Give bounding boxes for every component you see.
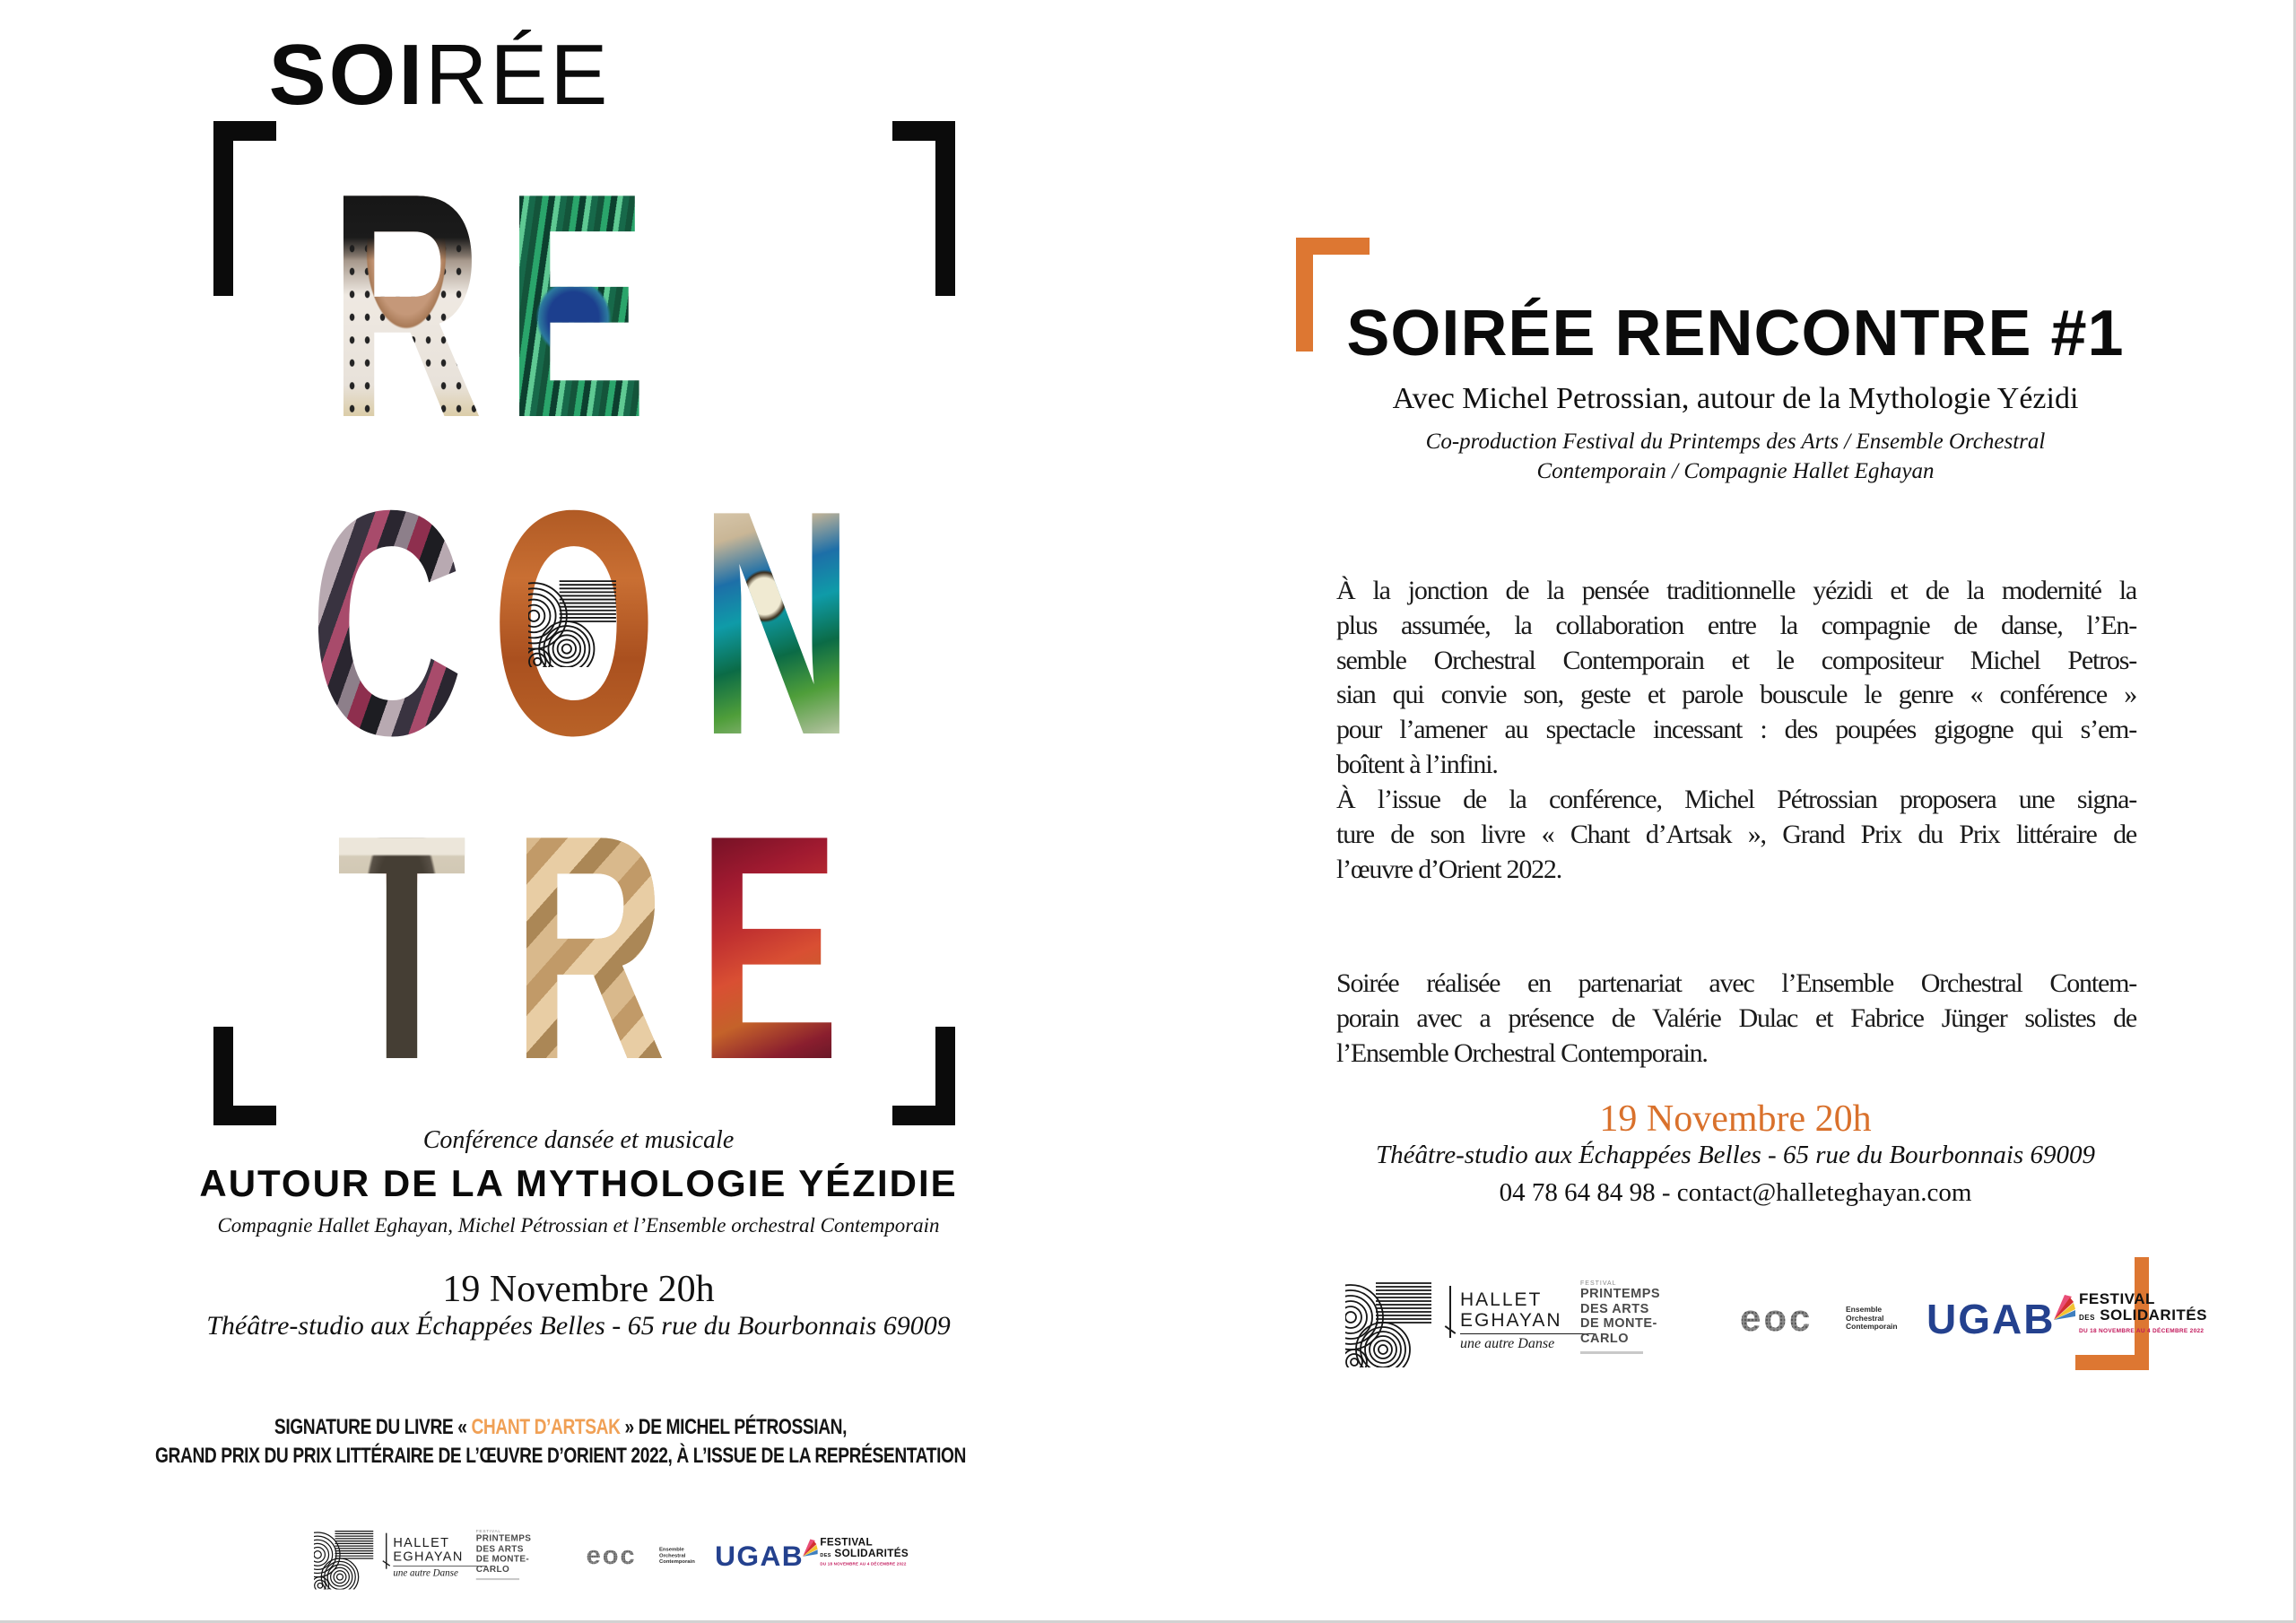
signature-book-title: CHANT D’ARTSAK <box>471 1415 621 1439</box>
letter-glyph: R <box>512 770 666 1127</box>
printemps-des-arts-logo <box>1580 1280 1715 1354</box>
hallet-logo-rule <box>393 1566 486 1567</box>
body-paragraph-3 <box>1336 967 2136 1071</box>
text-line: PRINTEMPS <box>475 1533 532 1544</box>
poster-credits: Compagnie Hallet Eghayan, Michel Pétrossian et l’Ensemble orchestral Contemporain <box>217 1214 940 1237</box>
letter-glyph: O <box>491 446 657 803</box>
text-line: DES ARTS <box>475 1543 524 1554</box>
text-line: Contemporain / Compagnie Hallet Eghayan <box>1536 459 1935 483</box>
text-line: ture de son livre « Chant d’Artsak », Grand Prix du Prix littéraire de <box>1336 819 2136 849</box>
hallet-logo-subtitle: une autre Danse <box>1460 1336 1555 1351</box>
text-line: l’œuvre d’Orient 2022. <box>1336 854 1562 884</box>
text-line: Soirée réalisée en partenariat avec l’Ensemble Orchestral Contem- <box>1336 968 2136 998</box>
festival-logo-line1: FESTIVAL <box>2079 1290 2155 1307</box>
printemps-logo-festival: FESTIVAL <box>475 1529 501 1534</box>
photo-letter-N2 <box>696 446 857 803</box>
hallet-arcs-logo-icon <box>1345 1278 1435 1367</box>
festival-logo-line2: SOLIDARITÉS <box>2100 1306 2207 1324</box>
contact-line: 04 78 64 84 98 - contact@halleteghayan.com <box>1499 1178 1972 1207</box>
festival-logo-des: DES <box>2079 1314 2095 1322</box>
letter-glyph: R <box>329 128 483 485</box>
body-paragraph-1 <box>1336 574 2136 783</box>
poster-date: 19 Novembre 20h <box>442 1269 715 1310</box>
festival-solidarites-icon <box>2052 1293 2077 1324</box>
photo-letter-R1 <box>325 128 488 485</box>
photo-letter-R2 <box>512 770 666 1127</box>
hallet-logo-line1: HALLET <box>1460 1289 1543 1310</box>
festival-solidarites-logo <box>2079 1291 2231 1334</box>
festival-logo-dates: DU 18 NOVEMBRE AU 4 DÉCEMBRE 2022 <box>2079 1328 2205 1334</box>
event-venue: Théâtre-studio aux Échappées Belles - 65 rue du Bourbonnais 69009 <box>1376 1141 2095 1169</box>
printemps-logo-smalltext-bar <box>1580 1351 1643 1354</box>
text-line: pour l’amener au spectacle incessant : des poupées gigogne qui s’em- <box>1336 715 2136 745</box>
ugab-logo: UGAB <box>1926 1296 2056 1342</box>
hallet-logo-line1: HALLET <box>393 1535 450 1550</box>
partner-logos-row-left <box>314 1524 909 1605</box>
text-line: plus assumée, la collaboration entre la compagnie de danse, l’En- <box>1336 610 2136 640</box>
festival-solidarites-icon <box>802 1538 819 1558</box>
eoc-logo-word: eoc <box>586 1540 637 1570</box>
poster-mythologie-title: AUTOUR DE LA MYTHOLOGIE YÉZIDIE <box>199 1162 958 1204</box>
photo-letter-N1 <box>673 128 836 485</box>
letter-glyph: E <box>697 770 840 1127</box>
festival-logo-line1: FESTIVAL <box>820 1536 874 1549</box>
crop-mark-bottom-left-icon <box>213 1027 276 1125</box>
signature-pre: SIGNATURE DU LIVRE « <box>274 1415 472 1439</box>
text-line: Contemporain <box>1846 1322 1898 1331</box>
festival-solidarites-logo <box>820 1537 925 1567</box>
photo-letter-C <box>307 446 466 803</box>
soiree-bold-part: SOI <box>268 27 425 123</box>
photo-letter-E2 <box>692 770 845 1127</box>
poster-soiree-title <box>161 27 718 123</box>
hallet-eghayan-logo <box>1460 1289 1595 1352</box>
hallet-logo-rule <box>1460 1333 1595 1334</box>
letter-glyph: N <box>700 446 854 803</box>
page-subtitle: Avec Michel Petrossian, autour de la Mythologie Yézidi <box>1392 382 2079 415</box>
letter-glyph: T <box>336 770 467 1127</box>
printemps-logo-festival: FESTIVAL <box>1580 1280 1617 1287</box>
festival-logo-des: DES <box>820 1552 831 1558</box>
hallet-eghayan-logo <box>393 1535 486 1578</box>
coproduction-credit <box>1300 427 2170 486</box>
hallet-arcs-logo-icon <box>314 1527 376 1589</box>
ugab-logo: UGAB <box>715 1540 804 1573</box>
hallet-logo-subtitle: une autre Danse <box>393 1567 458 1579</box>
text-line: CARLO <box>475 1564 510 1575</box>
text-line: boîtent à l’infini. <box>1336 749 1498 779</box>
signature-post: » DE MICHEL PÉTROSSIAN, <box>620 1415 848 1439</box>
eoc-logo <box>1740 1297 1813 1340</box>
event-date: 19 Novembre 20h <box>1599 1098 1872 1140</box>
printemps-des-arts-logo <box>476 1530 570 1581</box>
eoc-logo-subtext <box>1846 1306 1898 1332</box>
text-line: l’Ensemble Orchestral Contemporain. <box>1336 1037 1708 1068</box>
poster-tagline: Conférence dansée et musicale <box>422 1126 735 1154</box>
eoc-logo <box>587 1541 637 1570</box>
text-line: À l’issue de la conférence, Michel Pétrossian proposera une signa- <box>1336 785 2136 814</box>
soiree-light-part: RÉE <box>424 27 611 123</box>
eoc-logo-subtext <box>659 1547 695 1565</box>
text-line: À la jonction de la pensée traditionnelle yézidi et de la modernité la <box>1336 576 2136 605</box>
crop-mark-bottom-right-icon <box>892 1027 955 1125</box>
printemps-logo-lines <box>476 1533 570 1575</box>
hallet-arcs-logo-icon <box>528 576 620 667</box>
text-line: porain avec a présence de Valérie Dulac et Fabrice Jünger solistes de <box>1336 1002 2136 1033</box>
photo-letter-T <box>317 770 486 1127</box>
text-line: sian qui convie son, geste et parole bouscule le genre « conférence » <box>1336 680 2136 710</box>
printemps-logo-lines <box>1580 1287 1715 1346</box>
text-line: Ensemble <box>1846 1305 1883 1314</box>
hallet-logo-line2: EGHAYAN <box>1460 1310 1562 1331</box>
text-line: Orchestral <box>1846 1313 1884 1323</box>
crop-mark-top-left-icon <box>213 121 276 296</box>
eoc-logo-word: eoc <box>1740 1297 1813 1339</box>
text-line: DE MONTE- <box>475 1554 530 1565</box>
text-line: CARLO <box>1580 1331 1630 1346</box>
text-line: Co-production Festival du Printemps des Arts / Ensemble Orchestral <box>1425 430 2046 454</box>
partner-logos-row-right <box>1345 1273 2207 1390</box>
poster-venue: Théâtre-studio aux Échappées Belles - 65 rue du Bourbonnais 69009 <box>206 1311 951 1341</box>
hallet-logo-line2: EGHAYAN <box>393 1549 464 1565</box>
text-line: Orchestral <box>659 1551 686 1558</box>
text-line: Ensemble <box>659 1546 684 1553</box>
photo-letter-E1 <box>502 128 650 485</box>
page-title: SOIRÉE RENCONTRE #1 <box>1346 298 2125 369</box>
festival-logo-line2: SOLIDARITÉS <box>834 1547 909 1559</box>
crop-mark-top-right-icon <box>892 121 955 296</box>
text-line: Contemporain <box>659 1558 695 1565</box>
text-line: semble Orchestral Contemporain et le compositeur Michel Petros- <box>1336 645 2136 675</box>
text-line: PRINTEMPS <box>1580 1287 1661 1301</box>
signature-line-1 <box>112 1415 1009 1440</box>
printemps-logo-smalltext-bar <box>476 1578 519 1580</box>
text-line: DE MONTE- <box>1580 1316 1657 1331</box>
letter-glyph: C <box>309 446 464 803</box>
text-line: DES ARTS <box>1580 1301 1649 1316</box>
festival-logo-dates: DU 18 NOVEMBRE AU 4 DÉCEMBRE 2022 <box>820 1562 907 1567</box>
signature-line-2: GRAND PRIX DU PRIX LITTÉRAIRE DE L’ŒUVRE D’ORIENT 2022, À L’ISSUE DE LA REPRÉSENTATION <box>154 1444 967 1468</box>
body-paragraph-2 <box>1336 783 2136 887</box>
letter-glyph: E <box>505 128 648 485</box>
letter-glyph: N <box>677 128 831 485</box>
